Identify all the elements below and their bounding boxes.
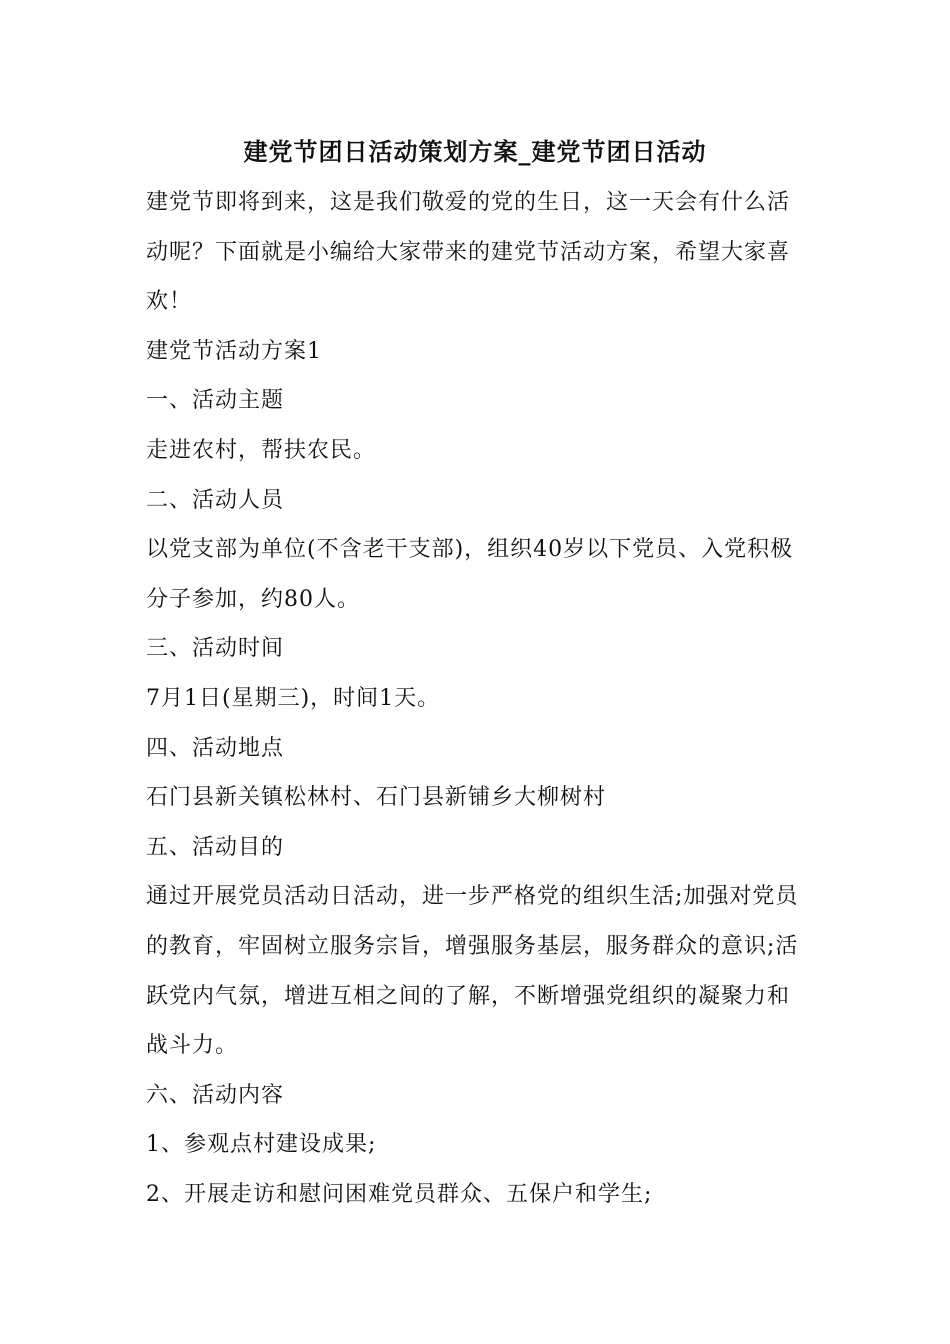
section-heading-purpose: 五、活动目的 — [146, 834, 285, 860]
section-heading-theme: 一、活动主题 — [146, 388, 285, 414]
participants-paragraph: 以党支部为单位(不含老干支部)，组织40岁以下党员、入党积极分子参加，约80人。 — [146, 537, 794, 612]
section-heading-content: 六、活动内容 — [146, 1082, 285, 1108]
theme-paragraph: 走进农村，帮扶农民。 — [146, 437, 377, 463]
intro-paragraph: 建党节即将到来，这是我们敬爱的党的生日，这一天会有什么活动呢？下面就是小编给大家带来的建党节活动方案，希望大家喜欢！ — [146, 190, 791, 315]
content-item-2: 2、开展走访和慰问困难党员群众、五保户和学生; — [146, 1181, 653, 1207]
plan-heading: 建党节活动方案1 — [146, 338, 322, 364]
section-heading-time: 三、活动时间 — [146, 636, 285, 662]
document-title: 建党节团日活动策划方案_建党节团日活动 — [243, 137, 707, 166]
time-paragraph: 7月1日(星期三)，时间1天。 — [146, 685, 441, 711]
section-heading-participants: 二、活动人员 — [146, 487, 285, 513]
document-body — [146, 178, 806, 1219]
section-heading-location: 四、活动地点 — [146, 735, 285, 761]
content-item-1: 1、参观点村建设成果; — [146, 1132, 377, 1158]
location-paragraph: 石门县新关镇松林村、石门县新铺乡大柳树村 — [146, 785, 607, 811]
purpose-paragraph: 通过开展党员活动日活动，进一步严格党的组织生活;加强对党员的教育，牢固树立服务宗旨，增强服务基层，服务群众的意识;活跃党内气氛，增进互相之间的了解，不断增强党组织的凝聚力和战斗力。 — [146, 884, 799, 1059]
